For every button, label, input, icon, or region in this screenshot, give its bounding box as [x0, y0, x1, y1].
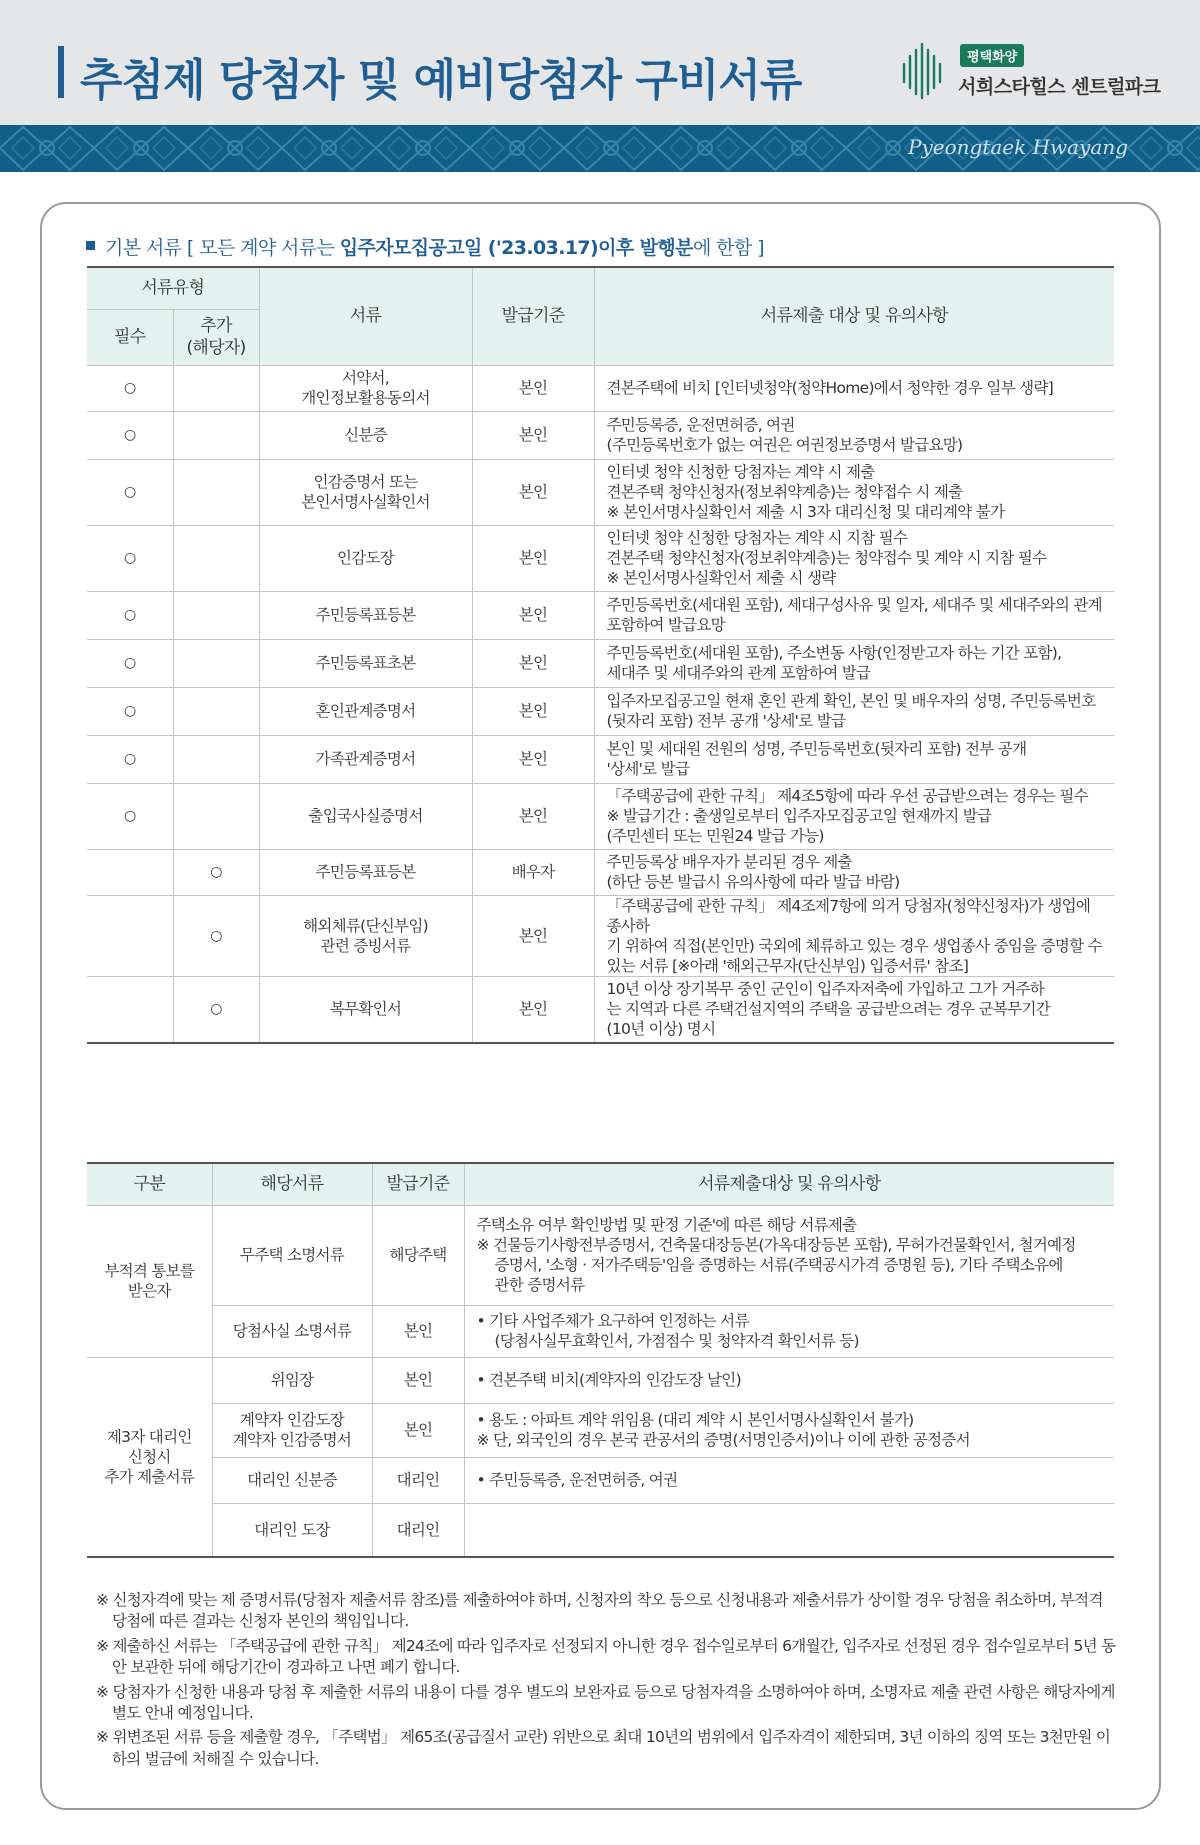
doc-cell: 당첨사실 소명서류 [212, 1305, 372, 1357]
required-cell: ○ [87, 639, 173, 687]
table-row [87, 895, 1114, 977]
required-cell: ○ [87, 687, 173, 735]
header-doc-type: 서류유형 [87, 267, 259, 309]
notes-cell: 입주자모집공고일 현재 혼인 관계 확인, 본인 및 배우자의 성명, 주민등록번호 (뒷자리 포함) 전부 공개 '상세'로 발급 [594, 687, 1114, 735]
table-row [87, 591, 1114, 639]
header-notes: 서류제출 대상 및 유의사항 [594, 267, 1114, 365]
table-row [87, 411, 1114, 459]
basis-cell: 본인 [472, 411, 594, 459]
required-cell [87, 849, 173, 895]
extra-cell [173, 687, 259, 735]
extra-cell [173, 459, 259, 525]
notes-cell: • 용도 : 아파트 계약 위임용 (대리 계약 시 본인서명사실확인서 불가) ※ 단, 외국인의 경우 본국 관공서의 증명(서명인증서)이나 이에 관한 공정증서 [464, 1403, 1114, 1457]
table-row [87, 735, 1114, 783]
table-row [87, 1403, 1114, 1457]
table-row [87, 1205, 1114, 1305]
signature-text: Pyeongtaek Hwayang [908, 135, 1128, 159]
logo-mark-icon [900, 42, 950, 100]
basis-cell: 대리인 [372, 1503, 464, 1557]
extra-cell: ○ [173, 977, 259, 1043]
basis-cell: 본인 [372, 1305, 464, 1357]
additional-documents-table [87, 1162, 1114, 1558]
notes-cell: • 주민등록증, 운전면허증, 여권 [464, 1457, 1114, 1503]
footnote: ※ 제출하신 서류는 「주택공급에 관한 규칙」 제24조에 따라 입주자로 선정되지 아니한 경우 접수일로부터 6개월간, 입주자로 선정된 경우 접수일로부터 5년 동안 보관한 뒤에 해당기간이 경과하고 나면 폐기 합니다. [96, 1636, 1116, 1677]
notes-cell: 「주택공급에 관한 규칙」 제4조제7항에 의거 당첨자(청약신청자)가 생업에 종사하 기 위하여 직접(본인만) 국외에 체류하고 있는 경우 생업종사 중임을 증명할 수 있는 서류 [※아래 '해외근무자(단신부임) 입증서류' 참조] [594, 895, 1114, 977]
page-title: 추첨제 당첨자 및 예비당첨자 구비서류 [80, 55, 802, 106]
basis-cell: 본인 [472, 735, 594, 783]
required-cell [87, 895, 173, 977]
notes-cell [464, 1503, 1114, 1557]
square-bullet-icon [86, 241, 95, 250]
doc-cell: 무주택 소명서류 [212, 1205, 372, 1305]
decorative-pattern-band [0, 125, 1200, 172]
extra-cell [173, 525, 259, 591]
notes-cell: 견본주택에 비치 [인터넷청약(청약Home)에서 청약한 경우 일부 생략] [594, 365, 1114, 411]
notes-cell: 주택소유 여부 확인방법 및 판정 기준'에 따른 해당 서류제출 ※ 건물등기사항전부증명서, 건축물대장등본(가옥대장등본 포함), 무허가건물확인서, 철거예정 증명서, '소형 · 저가주택등'임을 증명하는 서류(주택공시가격 증명원 등), 기타 주택소유에 관한 증명서류 [464, 1205, 1114, 1305]
table-row [87, 687, 1114, 735]
basis-cell: 해당주택 [372, 1205, 464, 1305]
doc-cell: 가족관계증명서 [259, 735, 472, 783]
footnote: ※ 신청자격에 맞는 제 증명서류(당첨자 제출서류 참조)를 제출하여야 하며, 신청자의 착오 등으로 신청내용과 제출서류가 상이할 경우 당첨을 취소하며, 부적격 당첨에 따른 결과는 신청자 본인의 책임입니다. [96, 1591, 1103, 1631]
page-header [0, 0, 1200, 125]
required-cell: ○ [87, 525, 173, 591]
basis-cell: 본인 [472, 591, 594, 639]
required-cell: ○ [87, 735, 173, 783]
basis-cell: 본인 [472, 895, 594, 977]
basis-cell: 대리인 [372, 1457, 464, 1503]
doc-cell: 계약자 인감도장 계약자 인감증명서 [212, 1403, 372, 1457]
footnotes [96, 1590, 1116, 1773]
notes-cell: 「주택공급에 관한 규칙」 제4조5항에 따라 우선 공급받으려는 경우는 필수 ※ 발급기간 : 출생일로부터 입주자모집공고일 현재까지 발급 (주민센터 또는 민원24 발급 가능) [594, 783, 1114, 849]
header-notes: 서류제출대상 및 유의사항 [464, 1163, 1114, 1205]
notes-cell: 10년 이상 장기복무 중인 군인이 입주자저축에 가입하고 그가 거주하 는 지역과 다른 주택건설지역의 주택을 공급받으려는 경우 군복무기간 (10년 이상) 명시 [594, 977, 1114, 1043]
notes-cell: 주민등록증, 운전면허증, 여권 (주민등록번호가 없는 여권은 여권정보증명서 발급요망) [594, 411, 1114, 459]
basis-cell: 본인 [372, 1357, 464, 1403]
notes-cell: • 견본주택 비치(계약자의 인감도장 날인) [464, 1357, 1114, 1403]
basis-cell: 본인 [472, 459, 594, 525]
table-row [87, 783, 1114, 849]
notes-cell: 인터넷 청약 신청한 당첨자는 계약 시 지참 필수 견본주택 청약신청자(정보취약계층)는 청약접수 및 계약 시 지참 필수 ※ 본인서명사실확인서 제출 시 생략 [594, 525, 1114, 591]
logo-name: 서희스타힐스 센트럴파크 [958, 76, 1161, 98]
doc-cell: 주민등록표초본 [259, 639, 472, 687]
extra-cell [173, 783, 259, 849]
basis-cell: 본인 [472, 687, 594, 735]
category-cell: 부적격 통보를 받은자 [87, 1205, 212, 1357]
extra-cell [173, 591, 259, 639]
table-row [87, 849, 1114, 895]
notes-cell: 주민등록번호(세대원 포함), 주소변동 사항(인정받고자 하는 기간 포함), 세대주 및 세대주와의 관계 포함하여 발급 [594, 639, 1114, 687]
basis-cell: 본인 [472, 977, 594, 1043]
brand-logo [900, 36, 1170, 106]
required-cell: ○ [87, 459, 173, 525]
header-extra: 추가 (해당자) [173, 309, 259, 365]
basis-cell: 본인 [372, 1403, 464, 1457]
doc-cell: 주민등록표등본 [259, 849, 472, 895]
basis-cell: 본인 [472, 365, 594, 411]
doc-cell: 서약서, 개인정보활용동의서 [259, 365, 472, 411]
basis-cell: 본인 [472, 525, 594, 591]
doc-cell: 출입국사실증명서 [259, 783, 472, 849]
header-doc: 서류 [259, 267, 472, 365]
doc-cell: 혼인관계증명서 [259, 687, 472, 735]
notes-cell: 본인 및 세대원 전원의 성명, 주민등록번호(뒷자리 포함) 전부 공개 '상세'로 발급 [594, 735, 1114, 783]
table-row [87, 639, 1114, 687]
header-basis: 발급기준 [472, 267, 594, 365]
table-row [87, 1357, 1114, 1403]
table-row [87, 365, 1114, 411]
basic-documents-table [87, 266, 1114, 1044]
doc-cell: 인감증명서 또는 본인서명사실확인서 [259, 459, 472, 525]
header-basis: 발급기준 [372, 1163, 464, 1205]
notes-cell: 주민등록상 배우자가 분리된 경우 제출 (하단 등본 발급시 유의사항에 따라 발급 바람) [594, 849, 1114, 895]
doc-cell: 대리인 신분증 [212, 1457, 372, 1503]
table-row [87, 1457, 1114, 1503]
extra-cell [173, 735, 259, 783]
basis-cell: 배우자 [472, 849, 594, 895]
title-accent-bar [58, 46, 64, 98]
logo-badge: 평택화양 [960, 44, 1024, 67]
table-row [87, 459, 1114, 525]
doc-cell: 신분증 [259, 411, 472, 459]
required-cell: ○ [87, 365, 173, 411]
header-category: 구분 [87, 1163, 212, 1205]
notes-cell: 인터넷 청약 신청한 당첨자는 계약 시 제출 견본주택 청약신청자(정보취약계층)는 청약접수 시 제출 ※ 본인서명사실확인서 제출 시 3자 대리신청 및 대리계약 불가 [594, 459, 1114, 525]
basis-cell: 본인 [472, 639, 594, 687]
basis-cell: 본인 [472, 783, 594, 849]
required-cell: ○ [87, 783, 173, 849]
table-row [87, 1305, 1114, 1357]
doc-cell: 해외체류(단신부임) 관련 증빙서류 [259, 895, 472, 977]
table-row [87, 525, 1114, 591]
table-row [87, 977, 1114, 1043]
footnote: ※ 위변조된 서류 등을 제출할 경우, 「주택법」 제65조(공급질서 교란) 위반으로 최대 10년의 범위에서 입주자격이 제한되며, 3년 이하의 징역 또는 3천만원 이하의 벌금에 처해질 수 있습니다. [96, 1728, 1111, 1768]
extra-cell [173, 365, 259, 411]
table-row [87, 1503, 1114, 1557]
required-cell: ○ [87, 591, 173, 639]
notes-cell: 주민등록번호(세대원 포함), 세대구성사유 및 일자, 세대주 및 세대주와의 관계 포함하여 발급요망 [594, 591, 1114, 639]
category-cell: 제3자 대리인 신청시 추가 제출서류 [87, 1357, 212, 1557]
doc-cell: 복무확인서 [259, 977, 472, 1043]
doc-cell: 위임장 [212, 1357, 372, 1403]
doc-cell: 대리인 도장 [212, 1503, 372, 1557]
extra-cell [173, 639, 259, 687]
extra-cell: ○ [173, 895, 259, 977]
extra-cell: ○ [173, 849, 259, 895]
notes-cell: • 기타 사업주체가 요구하여 인정하는 서류 (당첨사실무효확인서, 가점점수 및 청약자격 확인서류 등) [464, 1305, 1114, 1357]
required-cell [87, 977, 173, 1043]
footnote: ※ 당첨자가 신청한 내용과 당첨 후 제출한 서류의 내용이 다를 경우 별도의 보완자료 등으로 당첨자격을 소명하여야 하며, 소명자료 제출 관련 사항은 해당자에게 별도 안내 예정입니다. [96, 1682, 1115, 1722]
header-doc: 해당서류 [212, 1163, 372, 1205]
extra-cell [173, 411, 259, 459]
doc-cell: 주민등록표등본 [259, 591, 472, 639]
header-required: 필수 [87, 309, 173, 365]
section-title: 기본 서류 [ 모든 계약 서류는 입주자모집공고일 ('23.03.17)이후 발행분에 한함 ] [86, 233, 764, 260]
required-cell: ○ [87, 411, 173, 459]
doc-cell: 인감도장 [259, 525, 472, 591]
